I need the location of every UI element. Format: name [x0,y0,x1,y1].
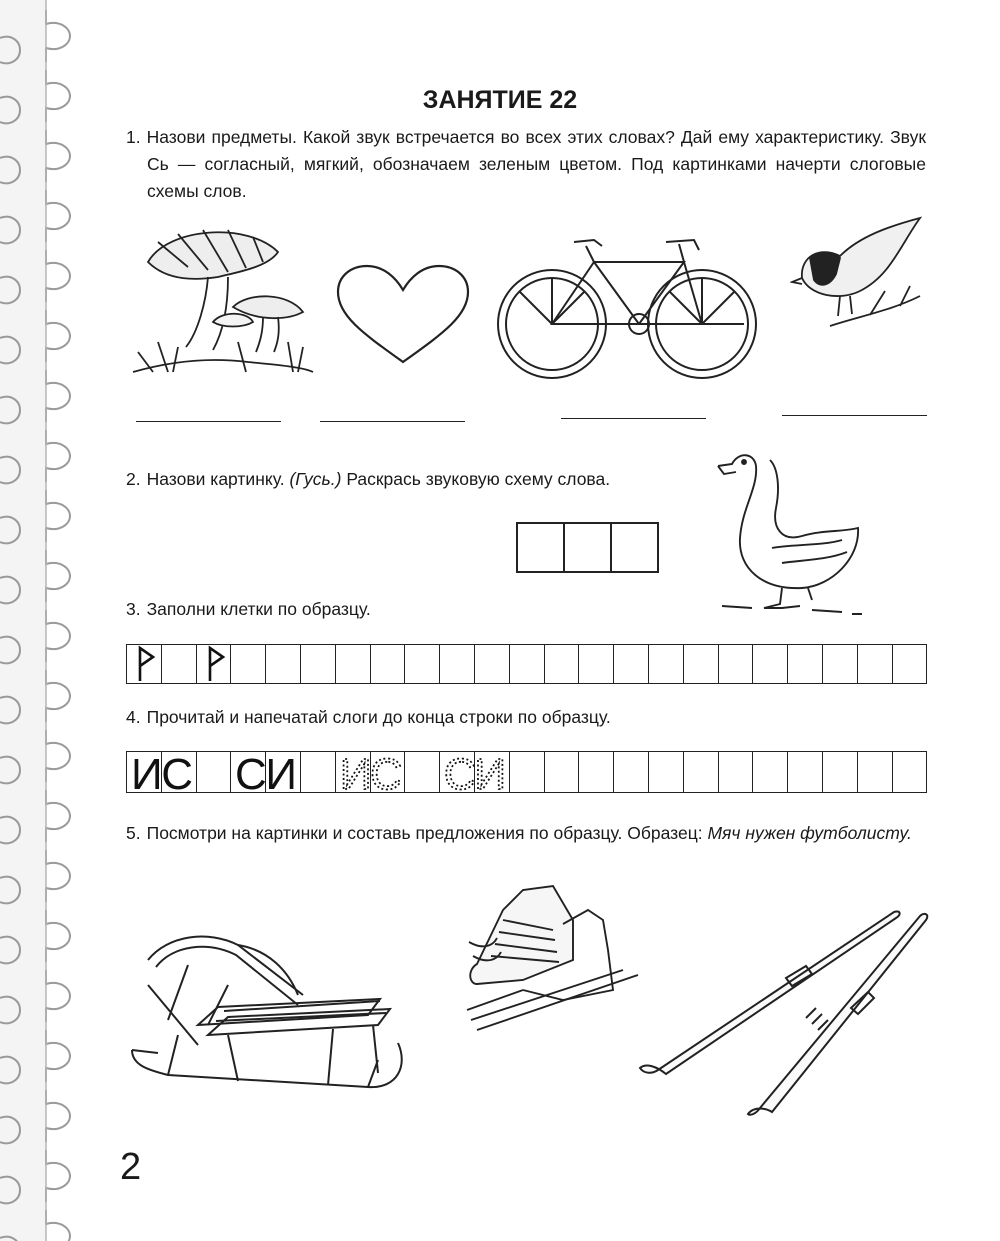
task-4-grid-cell[interactable] [405,751,440,793]
sound-scheme [516,522,659,573]
task-4-instruction: Прочитай и напечатай слоги до конца строки по образцу. [146,707,611,727]
task-3-grid-cell[interactable] [579,644,614,684]
skis-picture [636,908,932,1116]
syllable-scheme-line-2[interactable] [320,421,465,422]
task-4-grid-cell[interactable] [684,751,719,793]
sled-picture [128,925,418,1117]
task-4-grid-cell[interactable] [510,751,545,793]
task-3-grid-cell[interactable] [266,644,301,684]
task-3-grid-cell[interactable] [510,644,545,684]
task-4-grid-cell[interactable] [266,751,301,793]
task-4-grid-cell[interactable] [649,751,684,793]
sound-scheme-cell-1[interactable] [518,522,565,573]
task-3-instruction: Заполни клетки по образцу. [146,599,371,619]
task-3-grid-cell[interactable] [545,644,580,684]
heart-picture [334,264,472,366]
task-4-grid-cell[interactable] [231,750,298,799]
task-3-grid-cell[interactable] [301,644,336,684]
task-4-grid-cell[interactable] [753,751,788,793]
task-4-grid-cell[interactable] [823,751,858,793]
task-2-number: 2. [126,469,141,489]
sample-letter-r-glyph [127,645,161,683]
task-3-grid-cell[interactable] [858,644,893,684]
task-3-grid-cell[interactable] [371,644,406,684]
task-4-grid-cell[interactable] [788,751,823,793]
svg-text:ИС: ИС [131,750,193,799]
task-3-number: 3. [126,599,141,619]
page-number: 2 [120,1146,142,1188]
task-3-grid-cell[interactable] [231,644,266,684]
task-5 [126,820,926,847]
titmouse-picture [790,216,924,338]
task-5-example: Мяч нужен футболисту. [707,823,912,843]
task-3-grid [126,644,927,684]
task-4-grid-cell[interactable] [614,751,649,793]
task-3-grid-cell[interactable] [684,644,719,684]
goose-picture [712,448,864,620]
task-5-instruction: Посмотри на картинки и составь предложения по образцу. Образец: [146,823,703,843]
task-4-grid-cell[interactable] [162,751,197,793]
sound-scheme-cell-2[interactable] [565,522,612,573]
task-4 [126,704,926,731]
task-3-grid-cell[interactable] [649,644,684,684]
syllable-scheme-line-4[interactable] [782,415,927,416]
task-5-text [126,820,926,847]
svg-text:ИС: ИС [339,750,402,799]
task-4-grid-cell[interactable] [440,750,507,799]
puzzle-edge-decoration [0,0,80,1241]
task-3-grid-cell[interactable] [336,644,371,684]
task-4-grid-cell[interactable] [475,751,510,793]
sample-letter-r-glyph [197,645,231,683]
lesson-title: ЗАНЯТИЕ 22 [422,86,578,114]
task-3-grid-cell[interactable] [162,644,197,684]
task-1-instruction: Назови предметы. Какой звук встречается во всех этих словах? Дай ему характеристику. Звук Сь — согласный, мягкий, обозначаем зеленым цветом. Под картинками начерти слоговые схемы слов. [146,127,926,201]
task-2-instruction-end: Раскрась звуковую схему слова. [346,469,611,489]
task-3-grid-cell[interactable] [127,644,162,684]
mushrooms-picture [128,222,318,382]
sound-scheme-cell-3[interactable] [612,522,659,573]
task-5-number: 5. [126,823,141,843]
task-4-grid [126,750,927,799]
syllable-scheme-line-3[interactable] [561,418,706,419]
task-3-grid-cell[interactable] [753,644,788,684]
task-2-answer: (Гусь.) [289,469,342,489]
task-3-grid-cell[interactable] [614,644,649,684]
task-1-number: 1. [126,127,141,147]
task-4-grid-cell[interactable] [545,751,580,793]
skates-picture [463,880,643,1038]
task-4-grid-cell[interactable] [301,751,336,793]
task-3-grid-cell[interactable] [719,644,754,684]
task-3-grid-cell[interactable] [475,644,510,684]
task-1-text [126,124,926,205]
task-3-grid-cell[interactable] [823,644,858,684]
task-4-grid-cell[interactable] [858,751,893,793]
task-3 [126,596,926,623]
task-4-grid-cell[interactable] [336,750,402,799]
bicycle-picture [494,232,762,382]
task-3-grid-cell[interactable] [893,644,928,684]
task-3-grid-cell[interactable] [788,644,823,684]
task-4-grid-cell[interactable] [579,751,614,793]
svg-text:СИ: СИ [235,750,298,799]
task-4-grid-cell[interactable] [893,751,928,793]
task-4-number: 4. [126,707,141,727]
task-4-grid-cell[interactable] [371,751,406,793]
task-4-grid-cell[interactable] [719,751,754,793]
task-4-grid-cell[interactable] [197,751,232,793]
task-2 [126,466,686,493]
task-3-grid-cell[interactable] [197,644,232,684]
task-3-grid-cell[interactable] [405,644,440,684]
task-1 [126,124,926,205]
syllable-scheme-line-1[interactable] [136,421,281,422]
task-4-grid-cell[interactable] [127,750,193,799]
svg-text:СИ: СИ [444,750,507,799]
task-2-instruction: Назови картинку. [146,469,285,489]
task-3-grid-cell[interactable] [440,644,475,684]
